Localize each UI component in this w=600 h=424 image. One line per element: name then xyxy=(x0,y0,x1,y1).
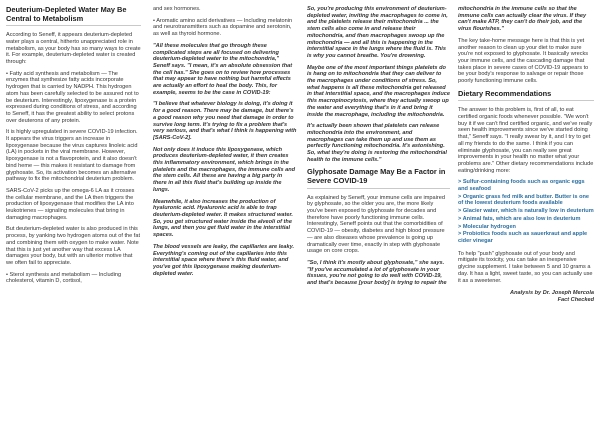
column-1 xyxy=(6,6,141,420)
bullet-item: • Aromatic amino acid derivatives — Including melatonin and neurotransmitters such as dopamine and serotonin, as well as thyroid hormone. xyxy=(153,17,293,38)
quote-paragraph: "So, I think it's mostly about glyphosate," she says. "If you've accumulated a lot of glyphosate in your tissues, you're not going to do well with COVID-19, and that's because [your body] is trying to repair the xyxy=(307,259,447,287)
column-4 xyxy=(458,6,594,420)
recommendation-item: > Glacier water, which is naturally low in deuterium xyxy=(458,208,594,215)
author-line: Analysis by Dr. Joseph Mercola xyxy=(510,290,594,297)
bullet-list xyxy=(6,272,141,285)
paragraph: The answer to this problem is, first of all, to eat certified organic foods whenever possible. "We won't buy it if we can't find certified organic, and we've really seen health improvements since we've started doing that," Seneff says. "I really swear by it, and I try to get all my friends to do the same. I think if you can eliminate glyphosate, you can really see great improvements in your health no matter what your problems are." Other dietary recommendations include eating/drinking more: xyxy=(458,107,594,174)
quote-paragraph: "All these molecules that go through these complicated steps are all focused on delivering deuterium-depleted water to the mitochondria," Seneff says. "I mean, it's an absolute obsession that the cell has." She goes on to review how processes that may appear to have nothing but harmful effects are actually an effort to heal the body. This, for example, seems to be the case in COVID-19: xyxy=(153,42,293,96)
bullet-item: • Sterol synthesis and metabolism — Including cholesterol, vitamin D, cortisol, xyxy=(6,271,122,285)
recommendation-list xyxy=(458,179,594,244)
column-3 xyxy=(307,6,450,420)
paragraph: As explained by Seneff, your immune cells are impaired by glyphosate, so the older you are, the more likely you've been exposed to glyphosate for decades and therefore have poorly functioning immune cells. Interestingly, Seneff points out that the comorbidities of COVID-19 — obesity, diabetes and high blood pressure — are also diseases whose prevalence is going up dramatically over time, exactly in step with glyphosate usage on core crops. xyxy=(307,194,445,255)
section-heading-dietary: Dietary Recommendations xyxy=(458,90,594,102)
bullet-list xyxy=(6,71,141,125)
section-heading-deuterium: Deuterium-Depleted Water May Be Central to Metabolism xyxy=(6,6,141,26)
recommendation-item: > Animal fats, which are also low in deuterium xyxy=(458,215,581,222)
quote-paragraph: mitochondria in the immune cells so that the immune cells can actually clear the virus. If they can't make ATP, they can't do their job, and the virus flourishes." xyxy=(458,6,587,33)
quote-paragraph: Meanwhile, it also increases the production of hyaluronic acid. Hyaluronic acid is able to trap deuterium-depleted water. It makes structured water. So, you get structured water inside the alveoli of the lungs, and then you get fluid water in the interstitial spaces. xyxy=(153,198,293,239)
paragraph: The key take-home message here is that this is yet another reason to clean up your diet to make sure you're not exposed to glyphosate. It basically wrecks your immune cells, and the cascading damage that takes place in severe cases of COVID-19 appears to be your body's response to salvage or repair those poorly functioning immune cells. xyxy=(458,37,589,85)
recommendation-item: > Probiotics foods such as sauerkraut and apple cider vinegar xyxy=(458,231,588,244)
paragraph: But deuterium-depleted water is also produced in this process, by yanking two hydrogen atoms out of the fat and combining them with oxygen to make water. Note that this is just yet another way that excess LA damages your body, but with an ulterior motive that we often fail to appreciate. xyxy=(6,226,141,266)
quote-paragraph: The blood vessels are leaky, the capillaries are leaky. Everything's coming out of the capillaries into this interstitial space where there's this fluid water, and you've got this lipoxygenase making deuterium-depleted water. xyxy=(153,243,295,277)
fact-checked-line: Fact Checked xyxy=(557,296,594,303)
column-2 xyxy=(153,6,297,420)
paragraph: To help "push" glyphosate out of your body and mitigate its toxicity, you can take an inexpensive glycine supplement. I take between 5 and 10 grams a day. It has a light, sweet taste, so you can actually use it as a sweetener. xyxy=(458,250,593,284)
bullet-list xyxy=(153,18,297,38)
paragraph: and sex hormones. xyxy=(153,6,201,12)
recommendation-item: > Sulfur-containing foods such as organic eggs and seafood xyxy=(458,179,585,193)
quote-paragraph: Not only does it induce this lipoxygenase, which produces deuterium-depleted water, it then creates this inflammatory environment, which brings in the platelets and the macrophages, the immune cells and the stem cells. All these are having a big party in there in all this fluid that's building up inside the lungs. xyxy=(153,146,296,193)
quote-paragraph: "I believe that whatever biology is doing, it's doing it for a good reason. There may be damage, but there's a good reason why you need that damage in order to survive long term. It's trying to fix a problem that's very serious, and that's what I think is happening with [SARS-CoV-2]. xyxy=(153,101,297,141)
paragraph: It is highly upregulated in severe COVID-19 infection. It appears the virus triggers an increase in lipoxygenase because the virus captures linoleic acid (LA) in pockets in the viral membrane. However, lipoxygenase is not a flavoprotein, and it also doesn't bind heme — this makes it resistant to damage from glyphosate. So, its activation becomes an alternative pathway to fix the mitochondrial deuterium problem. xyxy=(6,129,138,183)
quote-paragraph: So, you're producing this environment of deuterium-depleted water, inviting the macrophages to come in, and the platelets release their mitochondria ... the stem cells also come in and release their mitochondria, and then macrophages swoop up the mitochondria — and all this is happening in the interstitial space in the lungs where the fluid is. This is why you cannot breathe. You're drowning. xyxy=(307,6,448,59)
recommendation-item: > Molecular hydrogen xyxy=(458,223,516,230)
paragraph: According to Seneff, it appears deuterium-depleted water plays a central, hitherto unappreciated role in metabolism, as your body has so many ways to create it. For example, deuterium-depleted water is created through: xyxy=(6,32,141,65)
bullet-item: • Fatty acid synthesis and metabolism — The enzymes that synthesize fatty acids incorporate hydrogen that is carried by NADPH. This hydrogen atom has been carefully selected to be assured not to be deuterium. Interestingly, lipoxygenase is a protein expressed during conditions of stress, and according to Seneff, it has the greatest ability to select protons over deuterons of any protein. xyxy=(6,70,139,124)
quote-paragraph: Maybe one of the most important things platelets do is hang on to mitochondria that they can deliver to the macrophages under conditions of stress. So, what happens is all these mitochondria get released in that interstitial space, and the macrophages induce this macropinocytosis, where they actually swoop up the water and everything that's in it and bring it inside the macrophage, including the mitochondria. xyxy=(307,64,450,118)
paragraph: SARS-CoV-2 picks up the omega-6 LA as it crosses the cellular membrane, and the LA then triggers the production of lipoxygenase that modifies the LA into leukotrienes — signaling molecules that bring in damaging macrophages. xyxy=(6,187,135,221)
section-heading-glyphosate: Glyphosate Damage May Be a Factor in Severe COVID-19 xyxy=(307,168,450,188)
recommendation-item: > Organic grass fed milk and butter. Butter is one of the lowest deuterium foods available xyxy=(458,193,590,207)
quote-paragraph: It's actually been shown that platelets can release mitochondria into the environment, and macrophages can take them up and use them as perfectly functioning mitochondria. It's astonishing. So, what they're doing is restoring the mitochondrial health to the immune cells." xyxy=(307,123,447,163)
author-credit xyxy=(458,290,594,303)
